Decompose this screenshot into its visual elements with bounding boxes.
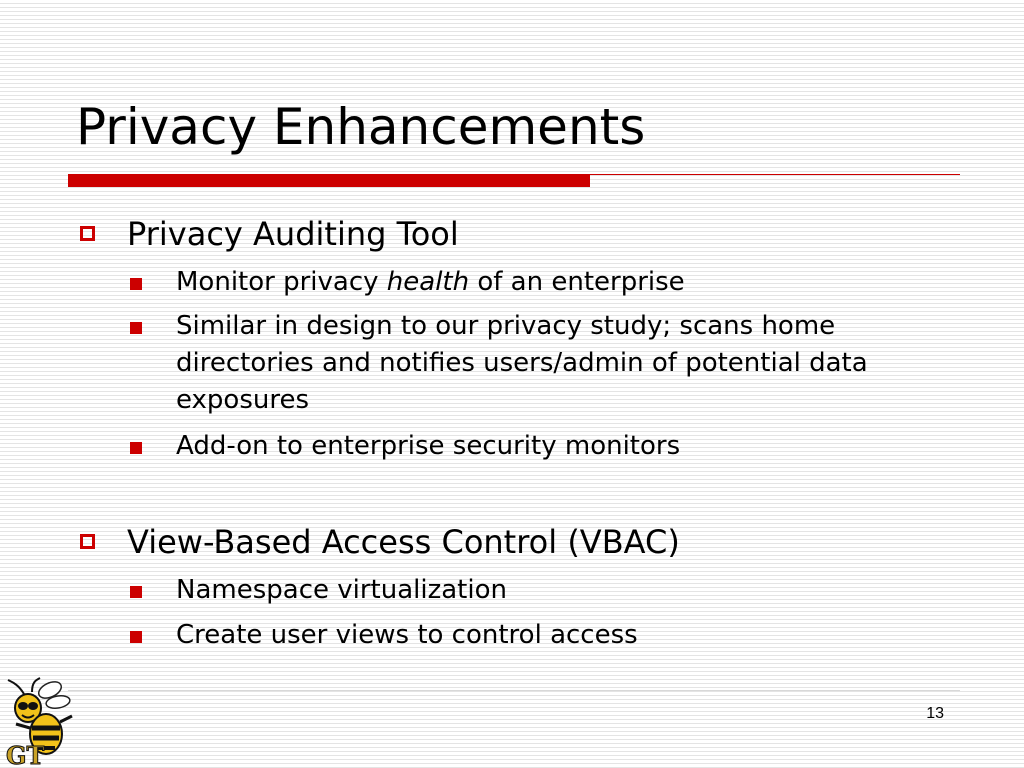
sub-bullet-text: Create user views to control access [176,620,638,650]
filled-square-bullet-icon [130,586,142,598]
page-number: 13 [926,705,944,722]
bullet-text: View-Based Access Control (VBAC) [127,523,680,561]
filled-square-bullet-icon [130,442,142,454]
sub-bullet-item [130,617,890,654]
slide-title: Privacy Enhancements [76,98,646,156]
filled-square-bullet-icon [130,322,142,334]
sub-bullet-text [176,264,890,301]
sub-bullet-emphasis: health [386,267,470,297]
filled-square-bullet-icon [130,278,142,290]
sub-bullet-item [130,308,890,419]
title-underline-thick [68,174,590,187]
filled-square-bullet-icon [130,631,142,643]
sub-bullet-text: Namespace virtualization [176,575,507,605]
sub-bullet-item [130,264,890,301]
sub-bullet-text: Similar in design to our privacy study; scans home directories and notifies users/admin of potential data exposures [176,311,868,415]
sub-bullet-item [130,428,890,465]
sub-bullet-text: Add-on to enterprise security monitors [176,431,681,461]
title-underline-thin [590,174,960,175]
sub-bullet-item [130,572,890,609]
yellow-jacket-gt-logo-icon [2,676,78,768]
sub-bullet-text-post: of an enterprise [469,267,685,297]
hollow-square-bullet-icon [80,226,95,241]
svg-text:GT: GT [6,741,45,768]
bullet-text: Privacy Auditing Tool [127,215,459,253]
sub-bullet-text-pre: Monitor privacy [176,267,387,297]
footer-divider [68,690,960,691]
hollow-square-bullet-icon [80,534,95,549]
